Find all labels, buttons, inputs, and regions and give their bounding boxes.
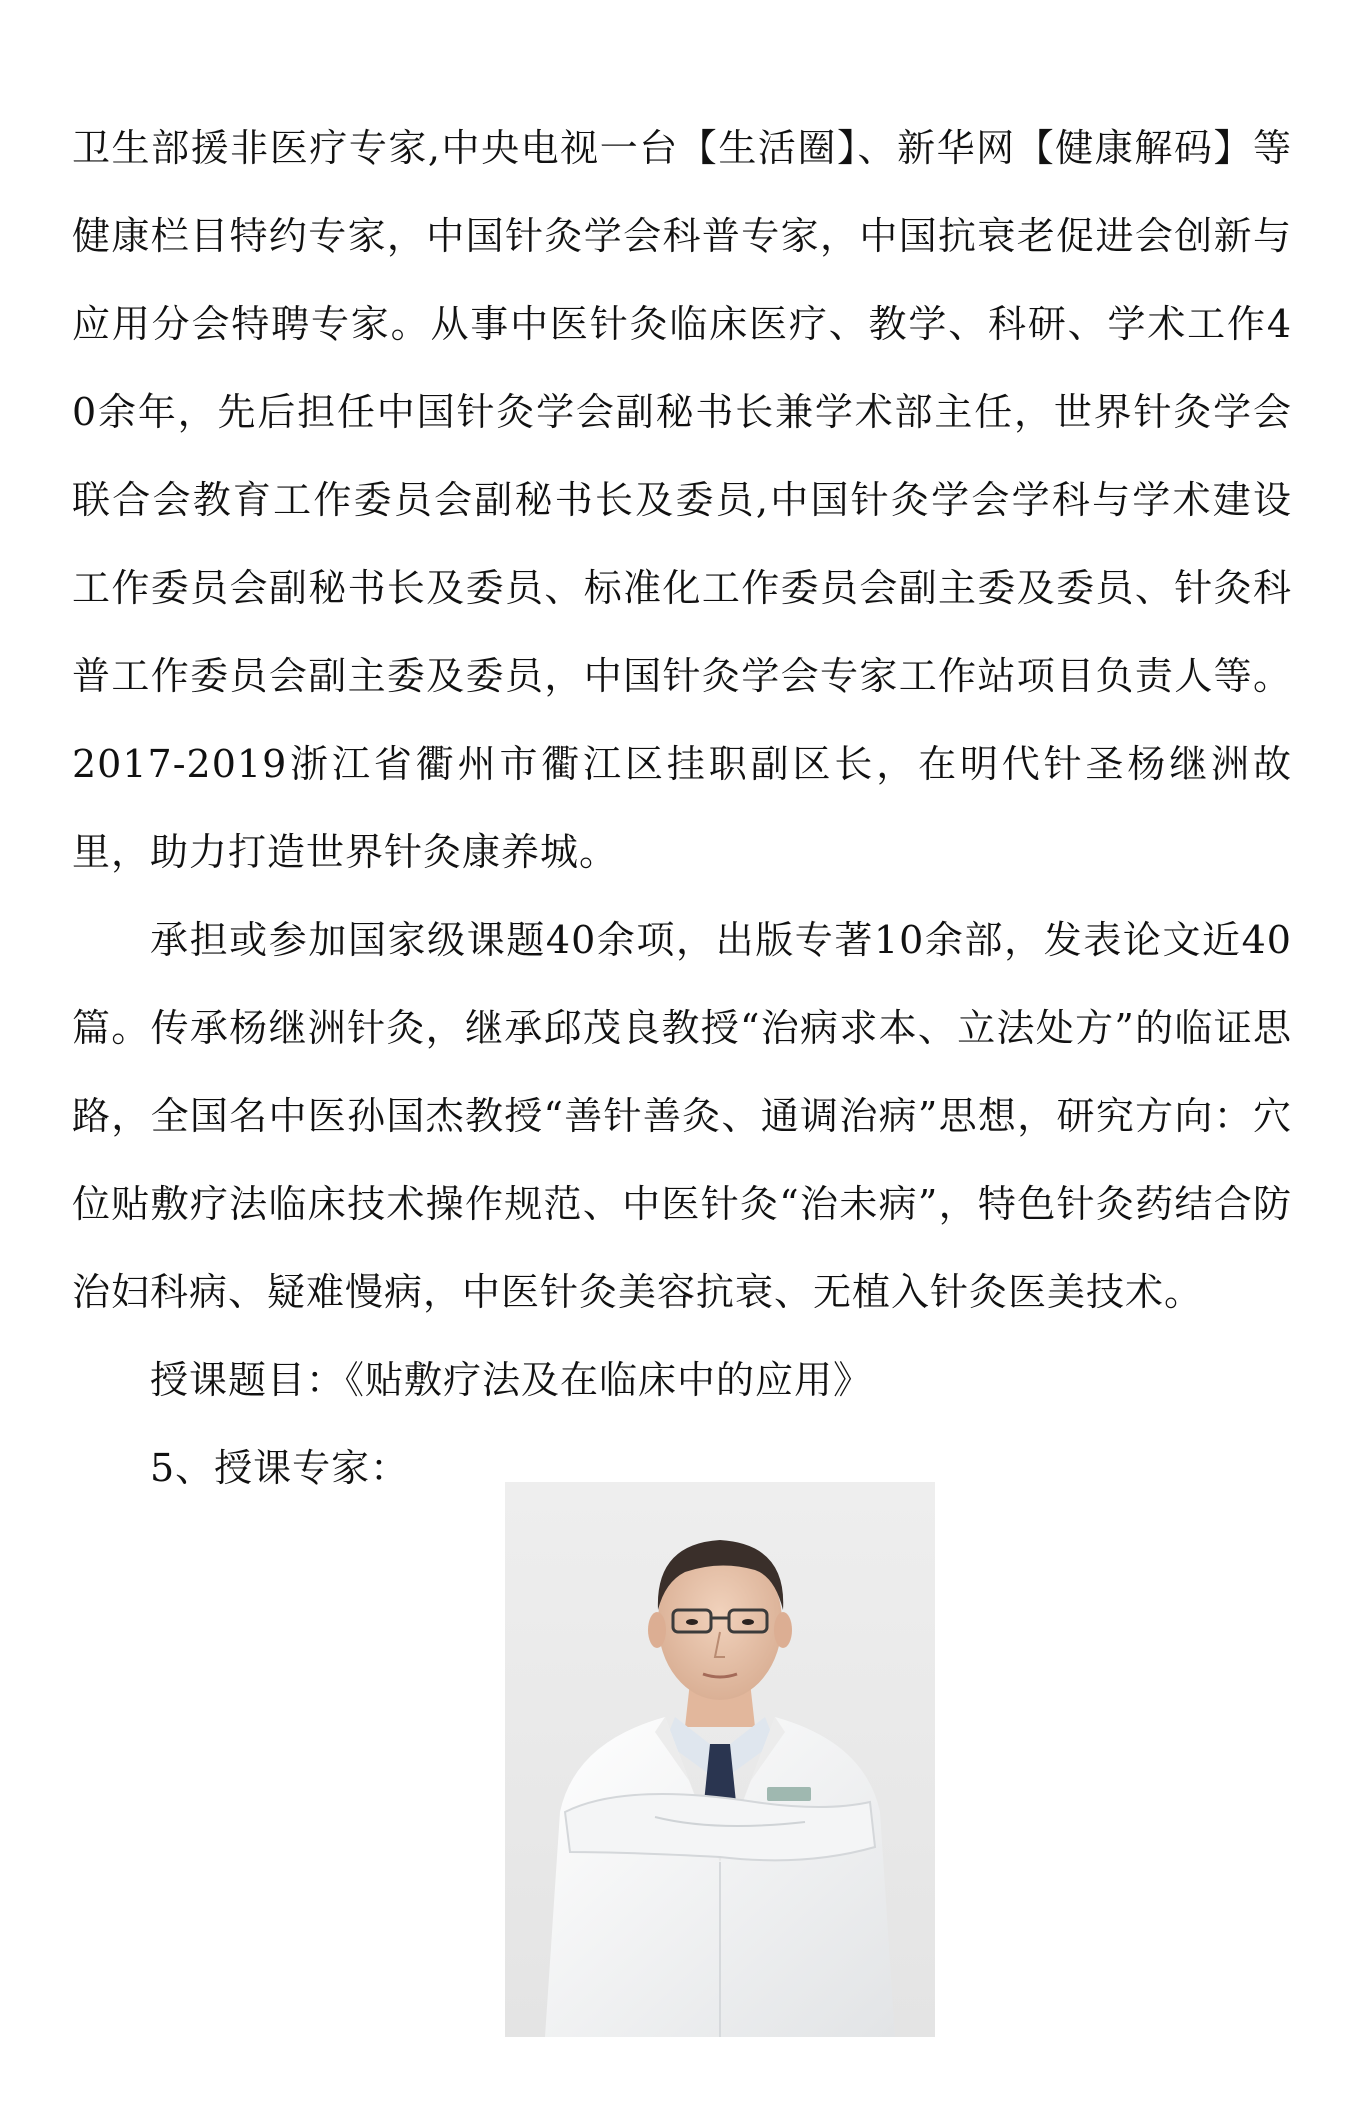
expert-portrait-photo	[505, 1482, 935, 2037]
eye-right	[742, 1619, 754, 1625]
paragraph-intro: 卫生部援非医疗专家,中央电视一台【生活圈】、新华网【健康解码】等健康栏目特约专家，中国针灸学会科普专家，中国抗衰老促进会创新与应用分会特聘专家。从事中医针灸临床医疗、教学、科研、学术工作40余年，先后担任中国针灸学会副秘书长兼学术部主任，世界针灸学会联合会教育工作委员会副秘书长及委员,中国针灸学会学科与学术建设工作委员会副秘书长及委员、标准化工作委员会副主委及委员、针灸科普工作委员会副主委及委员，中国针灸学会专家工作站项目负责人等。2017-2019浙江省衢州市衢江区挂职副区长，在明代针圣杨继洲故里，助力打造世界针灸康养城。	[72, 126, 1292, 874]
name-badge	[767, 1787, 811, 1801]
course-title-line: 授课题目：《贴敷疗法及在临床中的应用》	[150, 1358, 873, 1402]
section-heading: 5、授课专家：	[150, 1446, 410, 1490]
eye-left	[686, 1619, 698, 1625]
paragraph-research: 承担或参加国家级课题40余项，出版专著10余部，发表论文近40篇。传承杨继洲针灸，继承邱茂良教授“治病求本、立法处方”的临证思路，全国名中医孙国杰教授“善针善灸、通调治病”思想，研究方向：穴位贴敷疗法临床技术操作规范、中医针灸“治未病”，特色针灸药结合防治妇科病、疑难慢病，中医针灸美容抗衰、无植入针灸医美技术。	[72, 918, 1292, 1314]
text-body	[72, 104, 1292, 1512]
portrait-illustration	[505, 1482, 935, 2037]
ear-right	[774, 1612, 792, 1648]
ear-left	[648, 1612, 666, 1648]
